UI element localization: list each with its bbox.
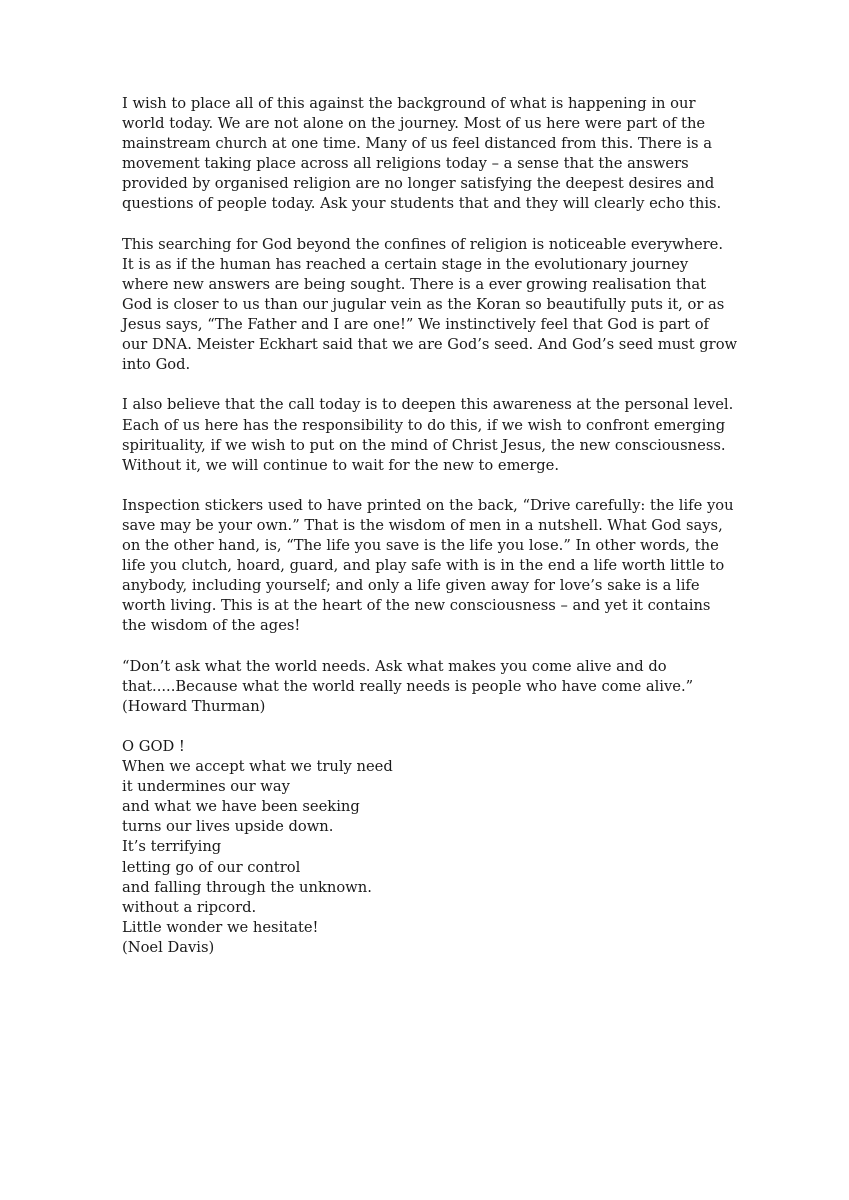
text-line: Inspection stickers used to have printed on the back, “Drive carefully: the life you — [122, 496, 734, 514]
poem-line: and what we have been seeking — [122, 798, 360, 816]
text-line: I also believe that the call today is to deepen this awareness at the personal level. — [122, 396, 734, 414]
poem-line: It’s terrifying — [122, 838, 222, 856]
poem — [122, 737, 722, 958]
poem-line: When we accept what we truly need — [122, 758, 393, 776]
poem-line: turns our lives upside down. — [122, 818, 334, 836]
text-line: our DNA. Meister Eckhart said that we are God’s seed. And God’s seed must grow — [122, 336, 738, 354]
text-line: provided by organised religion are no longer satisfying the deepest desires and — [122, 175, 715, 193]
text-line: “Don’t ask what the world needs. Ask what makes you come alive and do — [122, 657, 667, 675]
text-line: questions of people today. Ask your students that and they will clearly echo this. — [122, 195, 722, 213]
text-line: Each of us here has the responsibility to do this, if we wish to confront emerging — [122, 416, 726, 434]
text-line: movement taking place across all religions today – a sense that the answers — [122, 155, 689, 173]
quote-attribution: (Howard Thurman) — [122, 697, 266, 715]
document-body — [122, 94, 738, 978]
text-line: anybody, including yourself; and only a life given away for love’s sake is a life — [122, 577, 700, 595]
text-line: life you clutch, hoard, guard, and play safe with is in the end a life worth little to — [122, 557, 725, 575]
text-line: It is as if the human has reached a certain stage in the evolutionary journey — [122, 255, 689, 273]
text-line: save may be your own.” That is the wisdom of men in a nutshell. What God says, — [122, 516, 723, 534]
text-line: spirituality, if we wish to put on the mind of Christ Jesus, the new consciousness. — [122, 436, 726, 454]
text-line: I wish to place all of this against the background of what is happening in our — [122, 95, 696, 112]
text-line: the wisdom of the ages! — [122, 617, 301, 635]
poem-line: letting go of our control — [122, 858, 301, 876]
poem-attribution: (Noel Davis) — [122, 938, 215, 956]
poem-line: Little wonder we hesitate! — [122, 918, 319, 936]
paragraph-3 — [122, 395, 734, 475]
quote-thurman — [122, 657, 722, 717]
text-line: world today. We are not alone on the journey. Most of us here were part of the — [122, 115, 706, 133]
poem-line: without a ripcord. — [122, 898, 257, 916]
text-line: This searching for God beyond the confines of religion is noticeable everywhere. — [122, 235, 724, 253]
text-line: where new answers are being sought. There is a ever growing realisation that — [122, 275, 706, 293]
text-line: that.....Because what the world really needs is people who have come alive.” — [122, 677, 694, 695]
paragraph-2 — [122, 235, 738, 376]
poem-line: it undermines our way — [122, 778, 290, 796]
text-line: Without it, we will continue to wait for the new to emerge. — [122, 456, 559, 474]
text-line: God is closer to us than our jugular vein as the Koran so beautifully puts it, or as — [122, 295, 725, 313]
text-line: worth living. This is at the heart of the new consciousness – and yet it contains — [122, 597, 711, 615]
text-line: Jesus says, “The Father and I are one!” We instinctively feel that God is part of — [122, 316, 709, 334]
paragraph-1 — [122, 94, 722, 215]
text-line: on the other hand, is, “The life you save is the life you lose.” In other words, the — [122, 537, 719, 555]
text-line: into God. — [122, 356, 191, 374]
text-line: mainstream church at one time. Many of us feel distanced from this. There is a — [122, 135, 712, 153]
poem-line: and falling through the unknown. — [122, 878, 372, 896]
paragraph-4 — [122, 496, 734, 637]
poem-title: O GOD ! — [122, 738, 185, 755]
